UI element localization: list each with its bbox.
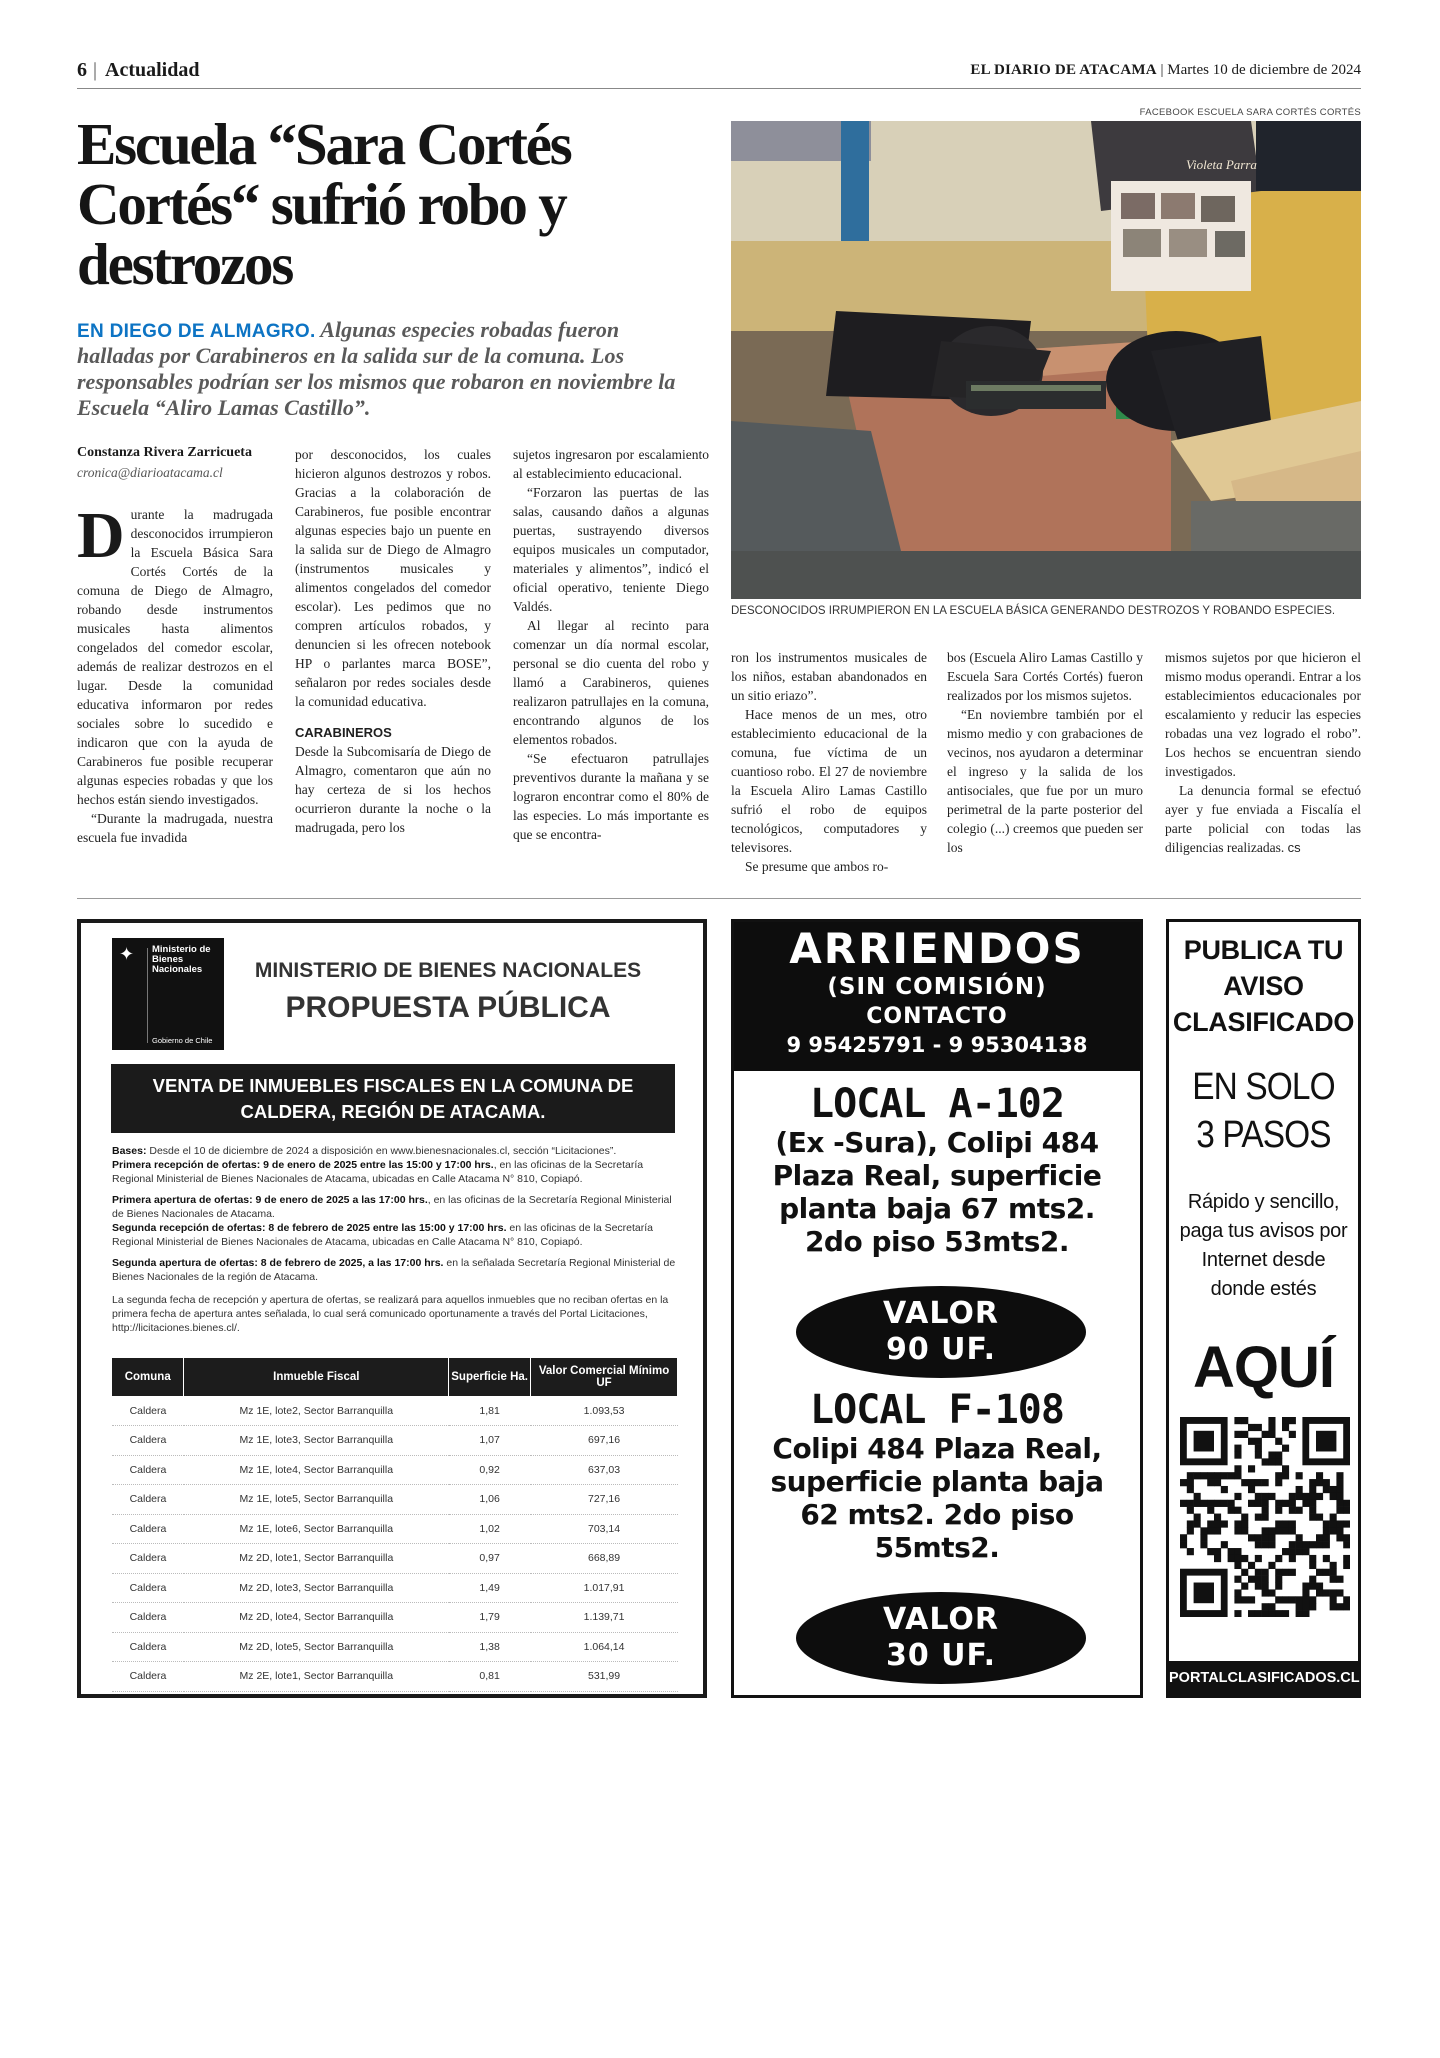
bases-item: [112, 1193, 677, 1221]
end-mark: cs: [1287, 840, 1301, 855]
ministry-bases: [112, 1144, 677, 1342]
article-lead: [77, 317, 697, 421]
photo-caption: DESCONOCIDOS IRRUMPIERON EN LA ESCUELA BÁSICA GENERANDO DESTROZOS Y ROBANDO ESPECIES.: [731, 605, 1336, 617]
table-cell: Mz 1E, lote5, Sector Barranquilla: [184, 1485, 449, 1515]
bases-item: [112, 1158, 677, 1186]
table-cell: 1,49: [449, 1573, 531, 1603]
table-header-cell: Superficie Ha.: [449, 1358, 531, 1396]
table-cell: 1,07: [449, 1426, 531, 1456]
table-row: [112, 1603, 678, 1633]
table-cell: 0,92: [449, 1455, 531, 1485]
bases-item: [112, 1221, 677, 1249]
local-2-title: LOCAL F-108: [810, 1387, 1064, 1433]
bases-item-label: Primera recepción de ofertas: 9 de enero de 2025 entre las 15:00 y 17:00 hrs.: [112, 1159, 494, 1171]
clasificados-ad: [1166, 919, 1361, 1698]
ministry-banner: VENTA DE INMUEBLES FISCALES EN LA COMUNA DE CALDERA, REGIÓN DE ATACAMA.: [111, 1064, 675, 1133]
local-2: [734, 1388, 1140, 1564]
article-paragraph: Al llegar al recinto para comenzar un día normal escolar, personal se dio cuenta del robo y llamó a Carabineros, quienes realizaron patrullajes en la comuna, encontrando algunos de los elementos robados.: [513, 618, 709, 747]
clasificados-url[interactable]: PORTALCLASIFICADOS.CL: [1169, 1661, 1358, 1695]
author-email: cronica@diarioatacama.cl: [77, 465, 223, 480]
bases-item-text: Desde el 10 de diciembre de 2024 a disposición en www.bienesnacionales.cl, sección “Licitaciones”.: [146, 1145, 617, 1157]
local-1: [734, 1082, 1140, 1258]
table-cell: 1.017,91: [531, 1573, 678, 1603]
article-paragraph: Hace menos de un mes, otro establecimiento educacional de la comuna, fue víctima de un cuantioso robo. El 27 de noviembre la Escuela Aliro Lamas Castillo sufrió el robo de equipos tecnológicos, computadores y televisores.: [731, 707, 927, 855]
article-column-5: [947, 648, 1143, 857]
issue-date: | Martes 10 de diciembre de 2024: [1160, 62, 1361, 78]
ministry-title: MINISTERIO DE BIENES NACIONALES: [254, 959, 642, 982]
clasificados-aqui: AQUÍ: [1193, 1335, 1334, 1400]
table-cell: Mz 1E, lote3, Sector Barranquilla: [184, 1426, 449, 1456]
arriendos-title: ARRIENDOS: [789, 924, 1085, 973]
table-header-cell: Valor Comercial Mínimo UF: [531, 1358, 678, 1396]
article-headline: Escuela “Sara Cortés Cortés“ sufrió robo y destrozos: [77, 111, 571, 297]
table-cell: 1,79: [449, 1603, 531, 1633]
table-row: [112, 1573, 678, 1603]
table-cell: 727,16: [531, 1485, 678, 1515]
article-column-2: [295, 445, 491, 837]
photo-sign-text: Violeta Parra: [1186, 157, 1257, 172]
section-name: Actualidad: [105, 59, 200, 81]
bases-item-text: La segunda fecha de recepción y apertura de ofertas, se realizará para aquellos inmuebles que no reciban ofertas en la primera fecha de apertura antes señalada, lo cual será comunicado oportunamente a través del Portal Licitaciones, http://licitaciones.bienes.cl/.: [112, 1294, 669, 1334]
clasificados-description: Rápido y sencillo, paga tus avisos por Internet desde donde estés: [1179, 1191, 1348, 1300]
article-paragraph: “Durante la madrugada, nuestra escuela fue invadida: [77, 811, 273, 845]
bases-item: [112, 1293, 677, 1335]
table-cell: Mz 2D, lote3, Sector Barranquilla: [184, 1573, 449, 1603]
table-cell: Caldera: [112, 1603, 184, 1633]
table-cell: Mz 2E, lote1, Sector Barranquilla: [184, 1662, 449, 1692]
bases-item: [112, 1256, 677, 1284]
newspaper-name: EL DIARIO DE ATACAMA: [970, 62, 1157, 78]
local-1-title: LOCAL A-102: [810, 1081, 1064, 1127]
photo-credit: FACEBOOK ESCUELA SARA CORTÉS CORTÉS: [1139, 107, 1361, 118]
table-cell: Caldera: [112, 1426, 184, 1456]
price-label: VALOR: [882, 1602, 1000, 1637]
article-paragraph: mismos sujetos por que hicieron el mismo modus operandi. Entrar a los establecimientos educacionales por escalamiento y reducir las especies robadas una vez logrado el robo”. Los hechos se encuentran siendo investigados.: [1165, 650, 1361, 779]
table-cell: Mz 2D, lote5, Sector Barranquilla: [184, 1632, 449, 1662]
article-column-6: [1165, 648, 1361, 857]
table-row: [112, 1426, 678, 1456]
table-row: [112, 1662, 678, 1692]
page-separator: |: [93, 59, 98, 81]
price-value: 90 UF.: [885, 1332, 997, 1367]
table-cell: Caldera: [112, 1632, 184, 1662]
paragraph-text: La denuncia formal se efectuó ayer y fue enviada a Fiscalía el parte policial con todas las diligencias realizadas.: [1165, 783, 1361, 855]
arriendos-ad: [731, 919, 1143, 1698]
arriendos-subtitle: (SIN COMISIÓN): [827, 974, 1047, 1000]
arriendos-header: [734, 922, 1140, 1071]
table-cell: Caldera: [112, 1485, 184, 1515]
table-header-cell: Inmueble Fiscal: [184, 1358, 449, 1396]
article-paragraph: ron los instrumentos musicales de los niños, estaban abandonados en un sitio eriazo”.: [731, 650, 927, 703]
bases-item-text: , en las oficinas de la Secretaría Regional Ministerial de Bienes Nacionales de Atacama, ubicadas en Calle Atacama N° 810, Copiapó.: [112, 1159, 644, 1185]
section-divider: [77, 898, 1361, 899]
table-cell: Caldera: [112, 1573, 184, 1603]
logo-subtext: Gobierno de Chile: [152, 1036, 213, 1045]
article-paragraph: “En noviembre también por el mismo medio y con grabaciones de vecinos, nos ayudaron a determinar el ingreso y la salida de los antisociales, que fue por un muro perimetral de la parte posterior del colegio (...) creemos que pueden ser los: [947, 707, 1143, 855]
page-number: 6: [77, 59, 87, 81]
bases-item-label: Segunda recepción de ofertas: 8 de febrero de 2025 entre las 15:00 y 17:00 hrs.: [112, 1222, 507, 1234]
table-cell: Caldera: [112, 1514, 184, 1544]
table-body: [112, 1396, 678, 1691]
table-cell: 1.139,71: [531, 1603, 678, 1633]
local-1-description: (Ex -Sura), Colipi 484 Plaza Real, superficie planta baja 67 mts2. 2do piso 53mts2.: [772, 1126, 1102, 1258]
property-table: [112, 1358, 678, 1692]
article-column-4: [731, 648, 927, 876]
table-cell: 697,16: [531, 1426, 678, 1456]
table-cell: 1,38: [449, 1632, 531, 1662]
bases-item: [112, 1144, 677, 1158]
article-paragraph: “Se efectuaron patrullajes preventivos durante la mañana y se lograron encontrar como el 80% de las especies. Lo más importante es que se encontra-: [513, 751, 709, 842]
article-paragraph: “Forzaron las puertas de las salas, causando daños a algunas puertas, sustrayendo diversos equipos musicales un computador, materiales y alimentos”, indicó el oficial operativo, teniente Diego Valdés.: [513, 485, 709, 614]
bases-item-text: en la señalada Secretaría Regional Ministerial de Bienes Nacionales de la región de Atacama.: [112, 1257, 676, 1283]
table-cell: Caldera: [112, 1544, 184, 1574]
page-header: [77, 59, 1361, 89]
article-paragraph: [1165, 781, 1361, 857]
local-2-description: Colipi 484 Plaza Real, superficie planta baja 62 mts2. 2do piso 55mts2.: [770, 1432, 1104, 1564]
article-column-1: [77, 499, 273, 847]
arriendos-contact-label: CONTACTO: [866, 1004, 1008, 1029]
table-cell: 1,06: [449, 1485, 531, 1515]
article-subheading: CARABINEROS: [295, 725, 392, 740]
drop-cap: D: [77, 499, 125, 572]
table-cell: Mz 2D, lote4, Sector Barranquilla: [184, 1603, 449, 1633]
table-cell: 1.064,14: [531, 1632, 678, 1662]
article-paragraph: Se presume que ambos ro-: [745, 859, 889, 874]
table-cell: 637,03: [531, 1455, 678, 1485]
table-cell: Caldera: [112, 1396, 184, 1426]
article-paragraph: sujetos ingresaron por escalamiento al establecimiento educacional.: [513, 447, 709, 481]
arriendos-phones: 9 95425791 - 9 95304138: [786, 1033, 1088, 1057]
table-cell: 668,89: [531, 1544, 678, 1574]
logo-text: Ministerio de Bienes Nacionales: [152, 944, 211, 975]
bases-item-label: Primera apertura de ofertas: 9 de enero de 2025 a las 17:00 hrs.: [112, 1194, 428, 1206]
table-cell: Caldera: [112, 1455, 184, 1485]
table-cell: Mz 1E, lote4, Sector Barranquilla: [184, 1455, 449, 1485]
table-cell: 703,14: [531, 1514, 678, 1544]
table-row: [112, 1514, 678, 1544]
logo-divider: [147, 948, 148, 1043]
ministry-logo: [112, 938, 224, 1050]
table-cell: Mz 1E, lote6, Sector Barranquilla: [184, 1514, 449, 1544]
article-column-3: [513, 445, 709, 844]
bases-item-text: en las oficinas de la Secretaría Regional Ministerial de Bienes Nacionales de Atacama, ubicadas en Calle Atacama N° 810, Copiapó.: [112, 1222, 654, 1248]
ministry-ad: [77, 919, 707, 1698]
paragraph-text: urante la madrugada desconocidos irrumpieron la Escuela Básica Sara Cortés Cortés de la comuna de Diego de Almagro, robando desde instrumentos musicales hasta alimentos congelados del comedor escolar, además de realizar destrozos en el lugar. Desde la comunidad educativa informaron por redes sociales sobre lo sucedido e indicaron que con la ayuda de Carabineros fue posible recuperar algunas especies robadas y que los hechos están siendo investigados.: [77, 507, 273, 807]
article-paragraph: bos (Escuela Aliro Lamas Castillo y Escuela Sara Cortés Cortés) fueron realizados por los mismos sujetos.: [947, 650, 1143, 703]
bases-item-label: Bases:: [112, 1145, 147, 1157]
table-cell: 0,81: [449, 1662, 531, 1692]
table-cell: Mz 2D, lote1, Sector Barranquilla: [184, 1544, 449, 1574]
clasificados-steps: EN SOLO 3 PASOS: [1192, 1066, 1335, 1156]
clasificados-headline: PUBLICA TU AVISO CLASIFICADO: [1172, 935, 1355, 1037]
table-cell: 0,97: [449, 1544, 531, 1574]
local-2-price-badge: [796, 1592, 1086, 1684]
price-label: VALOR: [882, 1296, 1000, 1331]
article-paragraph: [77, 499, 273, 809]
qr-code-icon[interactable]: [1180, 1417, 1350, 1617]
article-photo: [731, 121, 1361, 599]
author-name: Constanza Rivera Zarricueta: [77, 445, 252, 460]
article-kicker: EN DIEGO DE ALMAGRO.: [77, 321, 316, 342]
article-lead-text: Algunas especies robadas fueron halladas por Carabineros en la salida sur de la comuna. Los responsables podrían ser los mismos que robaron en noviembre la Escuela “Aliro Lamas Castillo”.: [77, 317, 676, 420]
table-cell: 1.093,53: [531, 1396, 678, 1426]
ministry-subtitle: PROPUESTA PÚBLICA: [285, 991, 611, 1024]
table-cell: Mz 1E, lote2, Sector Barranquilla: [184, 1396, 449, 1426]
table-row: [112, 1632, 678, 1662]
table-cell: 1,81: [449, 1396, 531, 1426]
table-cell: 531,99: [531, 1662, 678, 1692]
local-1-price-badge: [796, 1286, 1086, 1378]
table-row: [112, 1455, 678, 1485]
table-header-row: [112, 1358, 678, 1396]
table-cell: Caldera: [112, 1662, 184, 1692]
table-row: [112, 1544, 678, 1574]
article-paragraph: por desconocidos, los cuales hicieron algunos destrozos y robos. Gracias a la colaboración de Carabineros, fue posible encontrar algunas especies bajo un puente en la salida sur de Diego de Almagro (instrumentos musicales y alimentos congelados del comedor escolar). Les pedimos que no compren artículos robados, y denuncien si les ofrecen notebook HP o parlantes marca BOSE”, señalaron por redes sociales desde la comunidad educativa.: [295, 447, 491, 709]
price-value: 30 UF.: [885, 1638, 997, 1673]
article-paragraph: Desde la Subcomisaría de Diego de Almagro, comentaron que aún no hay certeza de si los hechos ocurrieron durante la noche o la madrugada, pero los: [295, 744, 491, 835]
coat-of-arms-icon: ✦: [119, 944, 135, 964]
table-row: [112, 1485, 678, 1515]
newspaper-date-line: [970, 62, 1361, 79]
table-header-cell: Comuna: [112, 1358, 184, 1396]
bases-item-text: , en las oficinas de la Secretaría Regional Ministerial de Bienes Nacionales de Atacama.: [112, 1194, 672, 1220]
table-cell: 1,02: [449, 1514, 531, 1544]
bases-item-label: Segunda apertura de ofertas: 8 de febrero de 2025, a las 17:00 hrs.: [112, 1257, 444, 1269]
table-row: [112, 1396, 678, 1426]
